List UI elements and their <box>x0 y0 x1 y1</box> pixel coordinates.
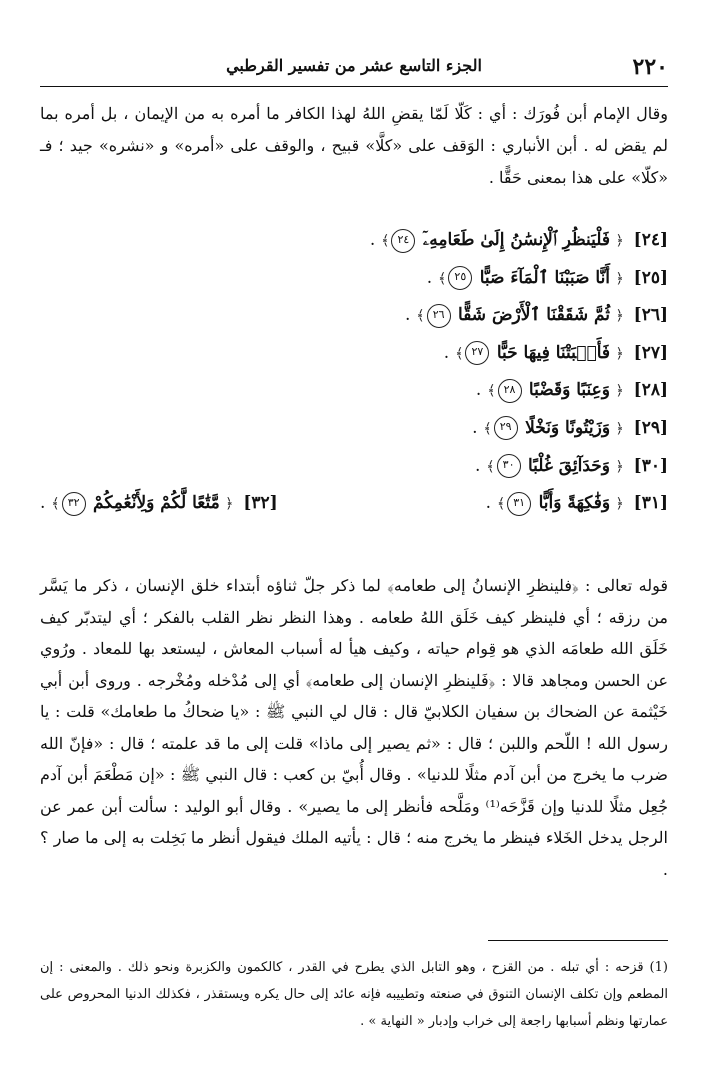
verse-line <box>40 372 668 410</box>
verse-text: وَزَيْتُونًا وَنَخْلًا <box>525 417 611 438</box>
verse-stop: . <box>475 380 482 401</box>
verse-marker: ٢٥ <box>448 266 472 290</box>
verse-item-32 <box>40 485 278 523</box>
quran-bracket-open-icon: ﴿ <box>225 496 234 513</box>
quran-bracket-open-icon: ﴿ <box>615 308 624 325</box>
quran-bracket-open-icon: ﴿ <box>615 496 624 513</box>
verse-stop: . <box>472 417 478 438</box>
verse-stop: . <box>443 342 450 363</box>
quran-bracket-open-icon: ﴿ <box>615 383 624 400</box>
verse-marker: ٣٠ <box>497 454 521 478</box>
commentary-paragraph: قوله تعالى : ﴿فلينظرِ الإنسانُ إلى طعامه﴾ لما ذكر جلّ ثناؤه أبتداء خلق الإنسان ، ذكر ما يَسَّر من رزقه ؛ أي فلينظر كيف خَلَق اللهُ طعامه . وهذا النظر نظر القلب بالفكر ؛ أي ليتدبّر كيف خَلَق الله طعامَه الذي هو قِوام حياته ، وكيف هيأ له أسباب المعاش ، ليستعد بها للمعاد . ورُوي عن الحسن ومجاهد قالا : ﴿فَلينظرِ الإنسان إلى طعامه﴾ أي إلى مُدْخله ومُخْرجه . وروى أبن أبي خَيْثمة عن الضحاك بن سفيان الكلابيّ قال : قال لي النبي ﷺ : «يا ضحاكُ ما طعامك» قلت : يا رسول الله ! اللّحم واللبن ؛ قال : «ثم يصير إلى ماذا» قلت إلى ما قد علمته ؛ قال : «فإنّ الله ضرب ما يخرج من أبن آدم مثلًا للدنيا» . وقال أُبيّ بن كعب : قال النبي ﷺ : «إن مَطْعَمَ أبن آدم جُعِل مثلًا للدنيا وإن قَزَّحَه⁽¹⁾ ومَلَّحه فأنظر إلى ما يصير» . وقال أبو الوليد : سألت أبن عمر عن الرجل يدخل الخَلاء فينظر ما يخرج منه ؛ قال : يأتيه الملك فيقول أنظر ما بَخِلت به إلى ما صار ؟ . <box>40 576 669 879</box>
page-number: ٢٢٠ <box>632 54 668 80</box>
verse-text: فَلْيَنظُرِ ٱلْإِنسَٰنُ إِلَىٰ طَعَامِهِۦٓ <box>422 230 611 250</box>
intro-paragraph: وقال الإمام أبن فُورَك : أي : كَلّا لَمّا يقضِ اللهُ لهذا الكافر ما أمره به من الإيمان ، بل أمره بما لم يقض له . أبن الأنباري : الوَقف على «كلَّا» قبيح ، والوقف على «أمره» و «نشره» جيد ؛ فـ «كلّا» على هذا بمعنى حَقًّا . <box>40 104 668 187</box>
verse-line <box>40 222 668 260</box>
verse-number: [٣٢] <box>243 493 278 514</box>
verse-line <box>40 485 668 523</box>
verse-number: [٢٦] <box>633 305 668 326</box>
quran-bracket-open-icon: ﴿ <box>615 270 624 287</box>
quran-bracket-close-icon: ﴾ <box>416 308 425 325</box>
verse-text: أَنَّا صَبَبْنَا ٱلْمَآءَ صَبًّا <box>479 267 611 288</box>
verse-line <box>40 448 668 486</box>
quran-bracket-open-icon: ﴿ <box>615 420 624 437</box>
verse-item <box>475 448 668 486</box>
verse-stop: . <box>426 267 433 288</box>
verse-number: [٢٨] <box>633 380 668 401</box>
quran-bracket-close-icon: ﴾ <box>486 458 495 475</box>
verse-number: [٢٤] <box>633 230 668 250</box>
verse-marker: ٢٩ <box>494 416 518 440</box>
quran-bracket-open-icon: ﴿ <box>615 345 624 362</box>
verse-text: مَّتَٰعًا لَّكُمْ وَلِأَنْعَٰمِكُمْ <box>93 493 220 514</box>
verse-number: [٢٥] <box>633 267 668 288</box>
verse-stop: . <box>405 305 411 326</box>
verse-text: وَحَدَآئِقَ غُلْبًا <box>528 455 611 476</box>
verse-marker: ٢٦ <box>427 304 451 328</box>
verse-text: فَأَنۢبَتْنَا فِيهَا حَبًّا <box>496 342 611 363</box>
quran-bracket-close-icon: ﴾ <box>487 383 496 400</box>
quran-bracket-close-icon: ﴾ <box>438 270 447 287</box>
verse-list <box>40 222 668 523</box>
quran-bracket-close-icon: ﴾ <box>455 345 464 362</box>
verse-item <box>427 260 668 298</box>
verse-line <box>40 335 668 373</box>
verse-line <box>40 260 668 298</box>
quran-bracket-open-icon: ﴿ <box>615 233 624 249</box>
quran-bracket-close-icon: ﴾ <box>496 496 506 513</box>
quran-bracket-close-icon: ﴾ <box>51 496 60 513</box>
verse-item <box>444 335 668 373</box>
verse-number: [٢٩] <box>633 417 668 438</box>
verse-number: [٢٧] <box>633 342 668 363</box>
verse-item <box>370 222 668 260</box>
verse-stop: . <box>369 230 376 250</box>
quran-bracket-open-icon: ﴿ <box>615 458 624 475</box>
verse-text: وَفَٰكِهَةً وَأَبًّا <box>538 493 611 514</box>
verse-item <box>486 485 668 523</box>
verse-marker: ٢٤ <box>391 229 415 253</box>
verse-marker: ٢٨ <box>498 379 522 403</box>
page-header <box>40 52 668 87</box>
verse-stop: . <box>40 493 46 514</box>
footnote: (1) قزحه : أي تبله . من القزح ، وهو التابل الذي يطرح في القدر ، كالكمون والكزبرة ونحو ذلك . والمعنى : إن المطعم وإن تكلف الإنسان التنوق في صنعته وتطييبه فإنه عائد إلى حال يكره ويستقذر ، فكذلك الدنيا المحروص على عمارتها ونظم أسبابها راجعة إلى خراب وإدبار « النهاية » . <box>40 960 668 1029</box>
verse-line <box>40 297 668 335</box>
verse-item <box>476 372 668 410</box>
verse-text: وَعِنَبًا وَقَضْبًا <box>528 380 611 401</box>
verse-number: [٣١] <box>633 493 668 514</box>
verse-stop: . <box>474 455 481 476</box>
quran-bracket-close-icon: ﴾ <box>381 233 390 249</box>
verse-marker: ٢٧ <box>465 341 489 365</box>
verse-text: ثُمَّ شَقَقْنَا ٱلْأَرْضَ شَقًّا <box>458 305 611 326</box>
verse-marker: ٣١ <box>507 492 531 516</box>
footnote-divider <box>488 940 668 941</box>
verse-marker: ٣٢ <box>62 492 86 516</box>
verse-number: [٣٠] <box>633 455 668 476</box>
verse-item <box>405 297 668 335</box>
quran-bracket-close-icon: ﴾ <box>483 420 492 437</box>
running-title: الجزء التاسع عشر من تفسير القرطبي <box>226 56 482 75</box>
verse-line <box>40 410 668 448</box>
verse-item <box>472 410 668 448</box>
verse-stop: . <box>485 493 491 514</box>
